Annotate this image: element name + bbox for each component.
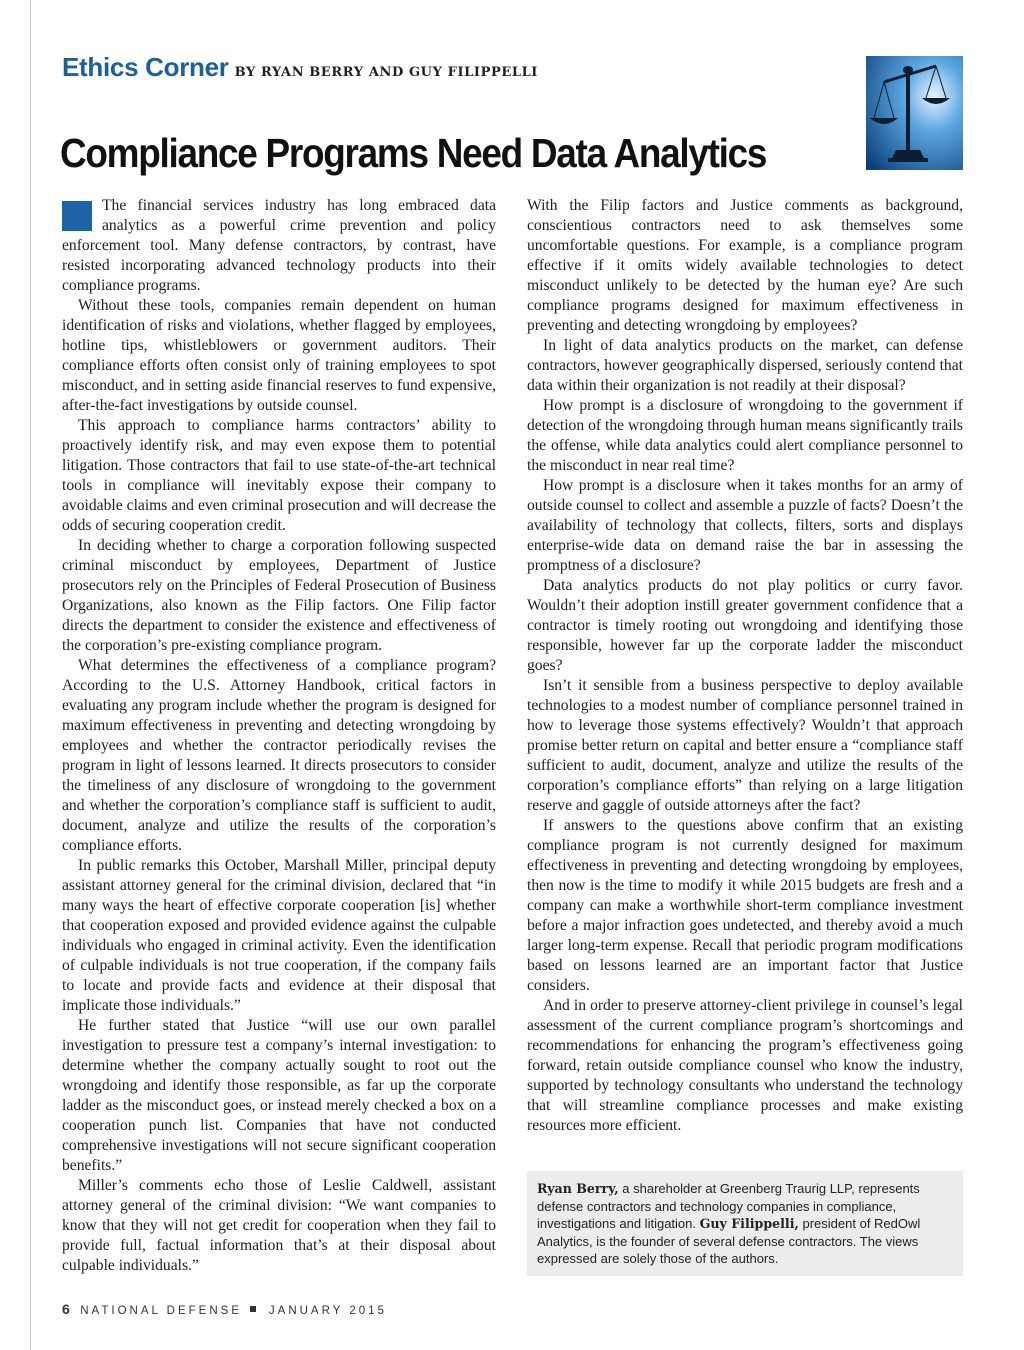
scales-of-justice-image — [866, 56, 963, 170]
bio-text: a shareholder at Greenberg Traurig LLP, represents defense contractors and technology companies in compliance, investigations and litigation. — [537, 1181, 920, 1231]
bio-text: president of RedOwl Analytics, is the founder of several defense contractors. The views expressed are solely those of the authors. — [537, 1216, 921, 1266]
paragraph: How prompt is a disclosure of wrongdoing to the government if detection of the wrongdoing through human means significantly trails the offense, while data analytics could alert compliance personnel to the misconduct in near real time? — [527, 397, 963, 474]
article-headline: Compliance Programs Need Data Analytics — [60, 130, 767, 176]
paragraph: How prompt is a disclosure when it takes months for an army of outside counsel to collect and assemble a puzzle of facts? Doesn’t the availability of technology that collects, filters, sorts and displays enterprise-wide data on demand raise the bar in assessing the promptness of a disclosure? — [527, 477, 963, 574]
paragraph: Miller’s comments echo those of Leslie Caldwell, assistant attorney general of the criminal division: “We want companies to know that they will not get credit for cooperation when they fail to provide full, factual information that’s at their disposal about culpable individuals.” — [62, 1177, 496, 1274]
paragraph: Data analytics products do not play politics or curry favor. Wouldn’t their adoption instill greater government confidence that a contractor is timely rooting out wrongdoing and identifying those responsible, however far up the corporate ladder the misconduct goes? — [527, 577, 963, 674]
bio-name: Ryan Berry, — [537, 1181, 619, 1196]
paragraph: In light of data analytics products on the market, can defense contractors, however geographically dispersed, seriously contend that data within their organization is not readily at their disposal? — [527, 337, 963, 394]
page-footer — [62, 1301, 387, 1319]
paragraph: He further stated that Justice “will use our own parallel investigation to pressure test a company’s internal investigation: to determine whether the company actually sought to root out the wrongdoing and identify those responsible, as far up the corporate ladder as the misconduct goes, or instead merely checked a box on a cooperation punch list. Companies that have not conducted comprehensive investigations will not secure significant cooperation benefits.” — [62, 1017, 496, 1174]
left-column — [62, 196, 496, 1276]
paragraph: Without these tools, companies remain dependent on human identification of risks and violations, whether flagged by employees, hotline tips, whistleblowers or government auditors. Their compliance efforts often consist only of training employees to spot misconduct, and in setting aside financial reserves to fund expensive, after-the-fact investigations by outside counsel. — [62, 297, 496, 414]
author-bio — [527, 1171, 963, 1276]
paragraph: The financial services industry has long embraced data analytics as a powerful crime prevention and policy enforcement tool. Many defense contractors, by contrast, have resisted incorporating advanced technology products into their compliance programs. — [62, 197, 496, 294]
paragraph: And in order to preserve attorney-client privilege in counsel’s legal assessment of the current compliance program’s shortcomings and recommendations for enhancing the program’s effectiveness going forward, retain outside compliance counsel who know the industry, supported by technology consultants who understand the technology that will streamline compliance processes and make existing resources more efficient. — [527, 997, 963, 1134]
section-title: Ethics Corner — [62, 52, 229, 82]
publication-name: NATIONAL DEFENSE — [80, 1305, 242, 1317]
bio-name: Guy Filippelli, — [699, 1216, 799, 1231]
page-number: 6 — [62, 1301, 70, 1317]
margin-rule — [30, 0, 31, 1350]
drop-square-icon — [62, 201, 92, 231]
paragraph: In public remarks this October, Marshall Miller, principal deputy assistant attorney general for the criminal division, declared that “in many ways the heart of effective corporate cooperation [is] whether that cooperation exposed and provided evidence against the culpable individuals who engaged in criminal activity. Even the identification of culpable individuals is not true cooperation, if the company fails to locate and provide facts and evidence at their disposal that implicate those individuals.” — [62, 857, 496, 1014]
right-column — [527, 196, 963, 1136]
paragraph: If answers to the questions above confirm that an existing compliance program is not currently designed for maximum effectiveness in preventing and detecting wrongdoing by employees, then now is the time to modify it while 2015 budgets are fresh and a company can make a worthwhile short-term compliance investment before a major infraction goes undetected, and thereby avoid a much larger long-term expense. Recall that periodic program modifications based on lessons learned are an important factor that Justice considers. — [527, 817, 963, 994]
section-kicker — [62, 52, 538, 83]
byline: BY RYAN BERRY AND GUY FILIPPELLI — [234, 65, 538, 80]
paragraph: This approach to compliance harms contractors’ ability to proactively identify risk, and may even expose them to potential litigation. Those contractors that fail to use state-of-the-art technical tools in compliance will inevitably expose their company to avoidable claims and even criminal prosecution and will decrease the odds of securing cooperation credit. — [62, 417, 496, 534]
scales-of-justice-icon — [866, 56, 963, 170]
paragraph: What determines the effectiveness of a compliance program? According to the U.S. Attorney Handbook, critical factors in evaluating any program include whether the program is designed for maximum effectiveness in preventing and detecting wrongdoing by employees and whether the contractor periodically revises the program in light of lessons learned. It directs prosecutors to consider the timeliness of any disclosure of wrongdoing to the government and whether the corporation’s compliance staff is sufficient to audit, document, analyze and utilize the results of the corporation’s compliance efforts. — [62, 657, 496, 854]
issue-date: JANUARY 2015 — [268, 1305, 387, 1317]
paragraph: In deciding whether to charge a corporation following suspected criminal misconduct by employees, Department of Justice prosecutors rely on the Principles of Federal Prosecution of Business Organizations, also known as the Filip factors. One Filip factor directs the department to consider the existence and effectiveness of the corporation’s pre-existing compliance program. — [62, 537, 496, 654]
separator-square-icon — [250, 1306, 256, 1312]
paragraph: With the Filip factors and Justice comments as background, conscientious contractors need to ask themselves some uncomfortable questions. For example, is a compliance program effective if it omits widely available technologies to detect misconduct unlikely to be detected by the human eye? Are such compliance programs designed for maximum effectiveness in preventing and detecting wrongdoing by employees? — [527, 197, 963, 334]
paragraph: Isn’t it sensible from a business perspective to deploy available technologies to a modest number of compliance personnel trained in how to leverage those systems effectively? Wouldn’t that approach promise better return on capital and better ensure a “compliance staff sufficient to audit, document, analyze and utilize the results of the corporation’s compliance efforts” than relying on a large litigation reserve and gaggle of outside attorneys after the fact? — [527, 677, 963, 814]
